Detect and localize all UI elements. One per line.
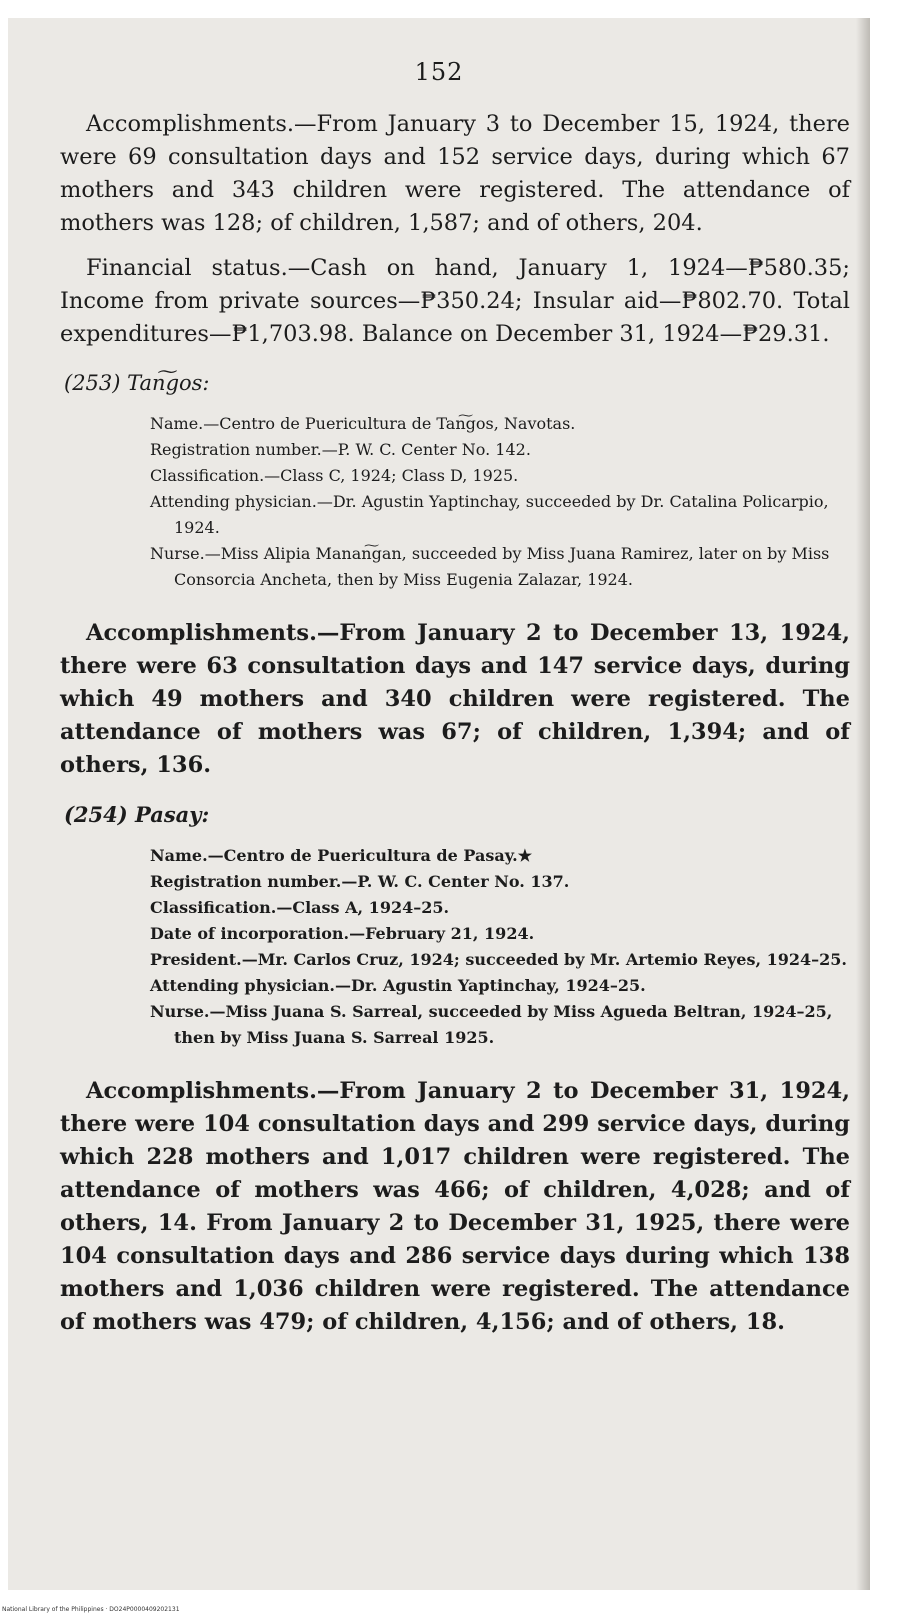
page-edge-shadow — [856, 18, 870, 1590]
tangos-classification: Classification.—Class C, 1924; Class D, 1925. — [150, 466, 519, 485]
page-content — [60, 108, 850, 1339]
accomplishments-paragraph-prev: Accomplishments.—From January 3 to December 15, 1924, there were 69 consultation days and 152 service days, during which 67 mothers and 343 children were registered. The attendance of mothers was 128; of children, 1,587; and of others, 204. — [60, 111, 850, 236]
pasay-accomplishments: Accomplishments.—From January 2 to December 31, 1924, there were 104 consultation days and 299 service days, during which 228 mothers and 1,017 children were registered. The attendance of mothers was 466; of children, 4,028; and of others, 14. From January 2 to December 31, 1925, there were 104 consultation days and 286 service days during which 138 mothers and 1,036 children were registered. The attendance of mothers was 479; of children, 4,156; and of others, 18. — [60, 1078, 850, 1335]
tangos-details — [150, 411, 850, 593]
pasay-name: Name.—Centro de Puericultura de Pasay.★ — [150, 846, 533, 865]
financial-status-paragraph: Financial status.—Cash on hand, January 1, 1924—₱580.35; Income from private sources—₱350.24; Insular aid—₱802.70. Total expenditures—₱1,703.98. Balance on December 31, 1924—₱29.31. — [60, 255, 850, 347]
library-footer-note: National Library of the Philippines · DO24P0000409202131 — [2, 1606, 180, 1613]
section-heading-pasay: (254) Pasay: — [64, 802, 210, 827]
tangos-nurse: Nurse.—Miss Alipia Manan͠gan, succeeded by Miss Juana Ramirez, later on by Miss Consorcia Ancheta, then by Miss Eugenia Zalazar, 1924. — [150, 544, 830, 589]
pasay-nurse: Nurse.—Miss Juana S. Sarreal, succeeded by Miss Agueda Beltran, 1924–25, then by Miss Juana S. Sarreal 1925. — [150, 1002, 833, 1047]
section-heading-tangos: (253) Tan͠gos: — [64, 371, 210, 395]
pasay-classification: Classification.—Class A, 1924–25. — [150, 898, 450, 917]
tangos-physician: Attending physician.—Dr. Agustin Yaptinchay, succeeded by Dr. Catalina Policarpio, 1924. — [150, 492, 829, 537]
pasay-physician: Attending physician.—Dr. Agustin Yaptinchay, 1924–25. — [150, 976, 646, 995]
scanned-page — [8, 18, 870, 1590]
page-number: 152 — [414, 58, 464, 86]
pasay-registration: Registration number.—P. W. C. Center No. 137. — [150, 872, 570, 891]
pasay-details — [150, 843, 850, 1051]
tangos-name: Name.—Centro de Puericultura de Tan͠gos, Navotas. — [150, 414, 576, 433]
pasay-incorporation: Date of incorporation.—February 21, 1924. — [150, 924, 535, 943]
tangos-registration: Registration number.—P. W. C. Center No. 142. — [150, 440, 531, 459]
pasay-president: President.—Mr. Carlos Cruz, 1924; succeeded by Mr. Artemio Reyes, 1924–25. — [150, 950, 847, 969]
tangos-accomplishments: Accomplishments.—From January 2 to December 13, 1924, there were 63 consultation days and 147 service days, during which 49 mothers and 340 children were registered. The attendance of mothers was 67; of children, 1,394; and of others, 136. — [60, 620, 850, 778]
